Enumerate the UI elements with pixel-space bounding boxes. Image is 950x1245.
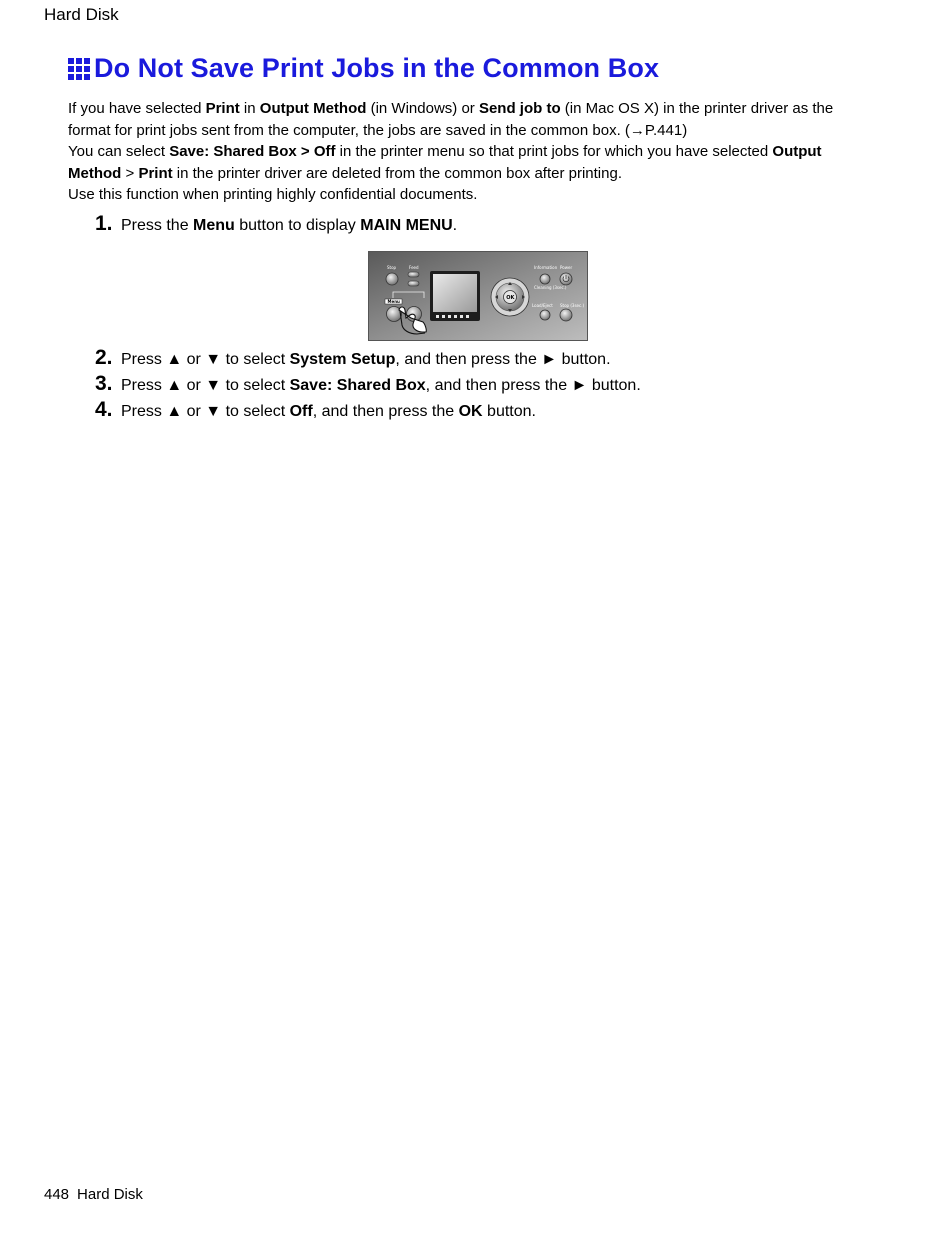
emphasis-text: Print <box>138 164 173 182</box>
text-run: Press ▲ or ▼ to select <box>121 351 290 368</box>
ok-label: OK <box>506 295 515 301</box>
step-1 <box>95 212 855 238</box>
step-2 <box>95 346 855 372</box>
text-run: If you have selected <box>68 100 206 117</box>
text-run: , and then press the <box>312 403 459 420</box>
step-text <box>121 217 457 235</box>
panel-label: Information <box>534 265 558 270</box>
footer-section: Hard Disk <box>77 1186 143 1203</box>
step-text <box>121 403 536 421</box>
emphasis-text: Output Method <box>259 100 367 117</box>
step-number: 1. <box>95 212 113 235</box>
load-eject-button <box>540 310 550 320</box>
text-run: Press the <box>121 217 194 234</box>
stop-button <box>386 273 398 285</box>
menu-label: Menu <box>387 299 400 304</box>
panel-label: Stop (3sec.) <box>560 303 585 308</box>
text-run: in the printer driver are deleted from the common box after printing. <box>172 164 622 182</box>
step-number: 4. <box>95 398 113 421</box>
emphasis-text: OK <box>458 403 483 420</box>
step-list-lower <box>95 346 855 424</box>
panel-label: Cleaning (3sec.) <box>534 285 567 290</box>
grid-icon <box>68 58 90 80</box>
text-run: , and then press the ► button. <box>395 351 611 368</box>
running-header: Hard Disk <box>44 5 119 24</box>
emphasis-text: Save: Shared Box > Off <box>169 143 336 160</box>
emphasis-text: Print <box>205 100 240 117</box>
step-number: 3. <box>95 372 113 395</box>
page-footer <box>44 1186 143 1203</box>
text-run: You can select <box>68 143 170 160</box>
control-panel-illustration <box>368 251 588 341</box>
arrow-pad <box>491 278 529 316</box>
panel-label: Stop <box>387 265 397 270</box>
panel-label: Load/Eject <box>532 303 553 308</box>
intro-paragraph-2 <box>68 141 858 184</box>
text-run: button. <box>482 403 536 420</box>
text-run: (in Mac OS X) in the printer driver as the format for print jobs sent from the computer, the jobs are saved in the common box. (→P.441) <box>68 100 834 139</box>
emphasis-text: MAIN MENU <box>360 217 453 234</box>
step-number: 2. <box>95 346 113 369</box>
emphasis-text: Send job to <box>478 100 561 117</box>
text-run: in the printer menu so that print jobs for which you have selected <box>335 143 773 160</box>
emphasis-text: Save: Shared Box <box>289 377 426 394</box>
step-4 <box>95 398 855 424</box>
page-number: 448 <box>44 1186 70 1203</box>
emphasis-text: System Setup <box>289 351 396 368</box>
emphasis-text: Menu <box>193 217 235 234</box>
text-run: button to display <box>234 217 361 234</box>
stop-reset-button <box>560 309 572 321</box>
intro-text <box>68 98 858 206</box>
control-panel-image <box>369 252 587 340</box>
step-text <box>121 351 611 369</box>
text-run: , and then press the ► button. <box>425 377 641 394</box>
text-run: Press ▲ or ▼ to select <box>121 403 290 420</box>
intro-paragraph-1 <box>68 98 858 141</box>
text-run: in <box>239 100 260 117</box>
section-title: Do Not Save Print Jobs in the Common Box <box>94 53 660 83</box>
emphasis-text: Off <box>289 403 313 420</box>
text-run: Use this function when printing highly confidential documents. <box>68 186 478 203</box>
text-run: Press ▲ or ▼ to select <box>121 377 290 394</box>
text-run: . <box>452 217 458 234</box>
step-list-upper <box>95 212 855 238</box>
step-text <box>121 377 641 395</box>
intro-paragraph-3 <box>68 184 858 206</box>
text-run: (in Windows) or <box>366 100 479 117</box>
text-run: > <box>121 164 139 182</box>
step-3 <box>95 372 855 398</box>
information-button <box>540 274 550 284</box>
section-heading <box>68 53 659 84</box>
panel-label: Feed <box>409 265 419 270</box>
panel-label: Power <box>560 265 573 270</box>
emphasis-text: Output Method <box>68 143 822 182</box>
display-screen <box>430 271 480 321</box>
